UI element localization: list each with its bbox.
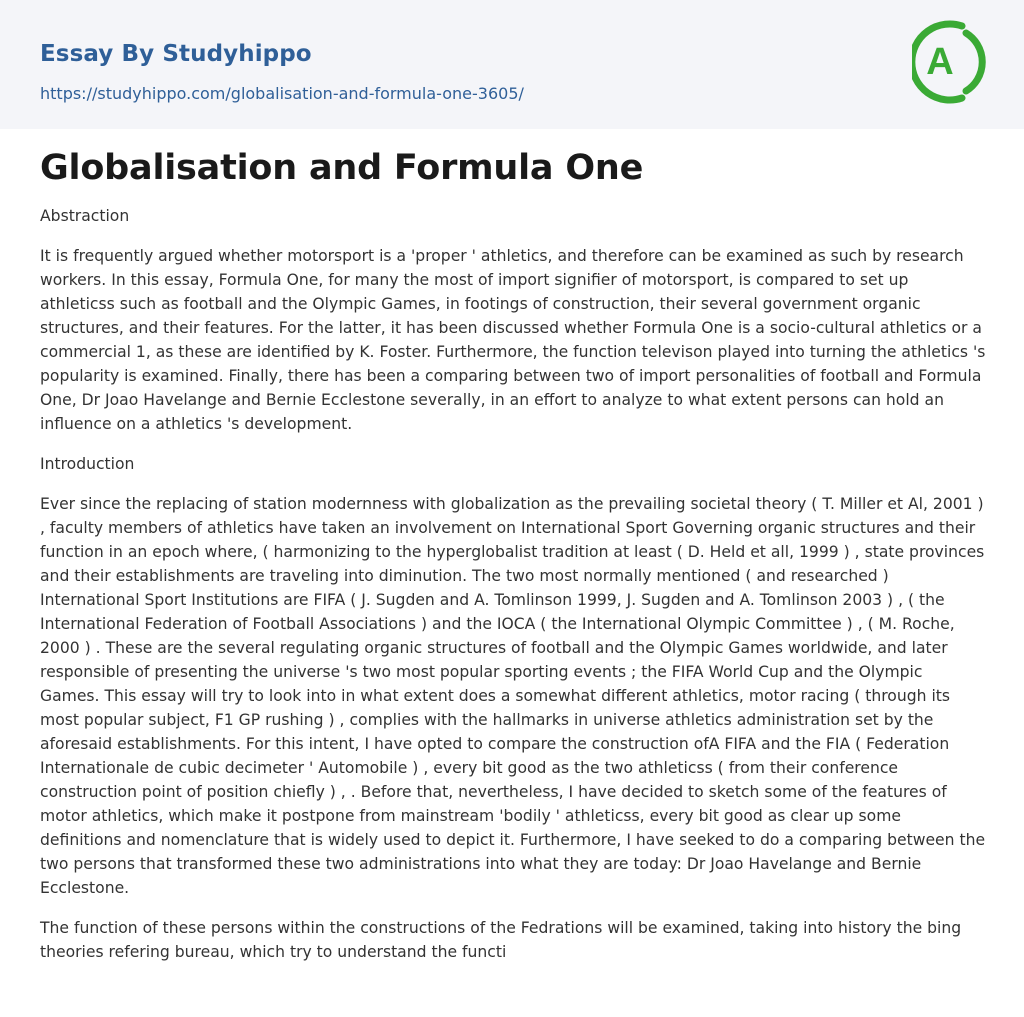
introduction-paragraph: Ever since the replacing of station modernness with globalization as the prevailing societal theory ( T. Miller et Al, 2001 ) , faculty members of athletics have taken an involvement on International Sport Governing organic structures and their function in an epoch where, ( harmonizing to the hyperglobalist tradition at least ( D. Held et all, 1999 ) , state provinces and their establishments are traveling into diminution. The two most normally mentioned ( and researched ) International Sport Institutions are FIFA ( J. Sugden and A. Tomlinson 1999, J. Sugden and A. Tomlinson 2003 ) , ( the International Federation of Football Associations ) and the IOCA ( the International Olympic Committee ) , ( M. Roche, 2000 ) . These are the several regulating organic structures of football and the Olympic Games worldwide, and later responsible of presenting the universe 's two most popular sporting events ; the FIFA World Cup and the Olympic Games. This essay will try to look into in what extent does a somewhat different athletics, motor racing ( through its most popular subject, F1 GP rushing ) , complies with the hallmarks in universe athletics administration set by the aforesaid establishments. For this intent, I have opted to compare the construction ofA FIFA and the FIA ( Federation Internationale de cubic decimeter ' Automobile ) , every bit good as the two athleticss ( from their conference construction point of position chiefly ) , . Before that, nevertheless, I have decided to sketch some of the features of motor athletics, which make it postpone from mainstream 'bodily ' athleticss, every bit good as clear up some definitions and nomenclature that is widely used to depict it. Furthermore, I have seeked to do a comparing between the two persons that transformed these two administrations into what they are today: Dr Joao Havelange and Bernie Ecclestone. xyxy=(40,495,986,897)
introduction-heading: Introduction xyxy=(40,455,135,473)
article-title: Globalisation and Formula One xyxy=(40,148,644,188)
article-url-link[interactable]: https://studyhippo.com/globalisation-and-formula-one-3605/ xyxy=(40,84,524,103)
logo-ring-right xyxy=(966,33,982,91)
abstract-heading: Abstraction xyxy=(40,207,130,225)
abstract-paragraph: It is frequently argued whether motorsport is a 'proper ' athletics, and therefore can be examined as such by research workers. In this essay, Formula One, for many the most of import signifier of motorsport, is compared to set up athleticss such as football and the Olympic Games, in footings of construction, their several government organic structures, and their features. For the latter, it has been discussed whether Formula One is a socio-cultural athletics or a commercial 1, as these are identified by K. Foster. Furthermore, the function televison played into turning the athletics 's popularity is examined. Finally, there has been a comparing between two of import personalities of football and Formula One, Dr Joao Havelange and Bernie Ecclestone severally, in an effort to analyze to what extent persons can hold an influence on a athletics 's development. xyxy=(40,247,986,433)
article-body xyxy=(40,144,986,964)
site-header xyxy=(0,0,1024,129)
closing-paragraph: The function of these persons within the constructions of the Fedrations will be examined, taking into history the bing theories refering bureau, which try to understand the functi xyxy=(40,919,962,961)
studyhippo-logo-icon[interactable] xyxy=(912,19,986,105)
site-title[interactable]: Essay By Studyhippo xyxy=(40,41,312,67)
logo-letter: A xyxy=(926,41,954,83)
